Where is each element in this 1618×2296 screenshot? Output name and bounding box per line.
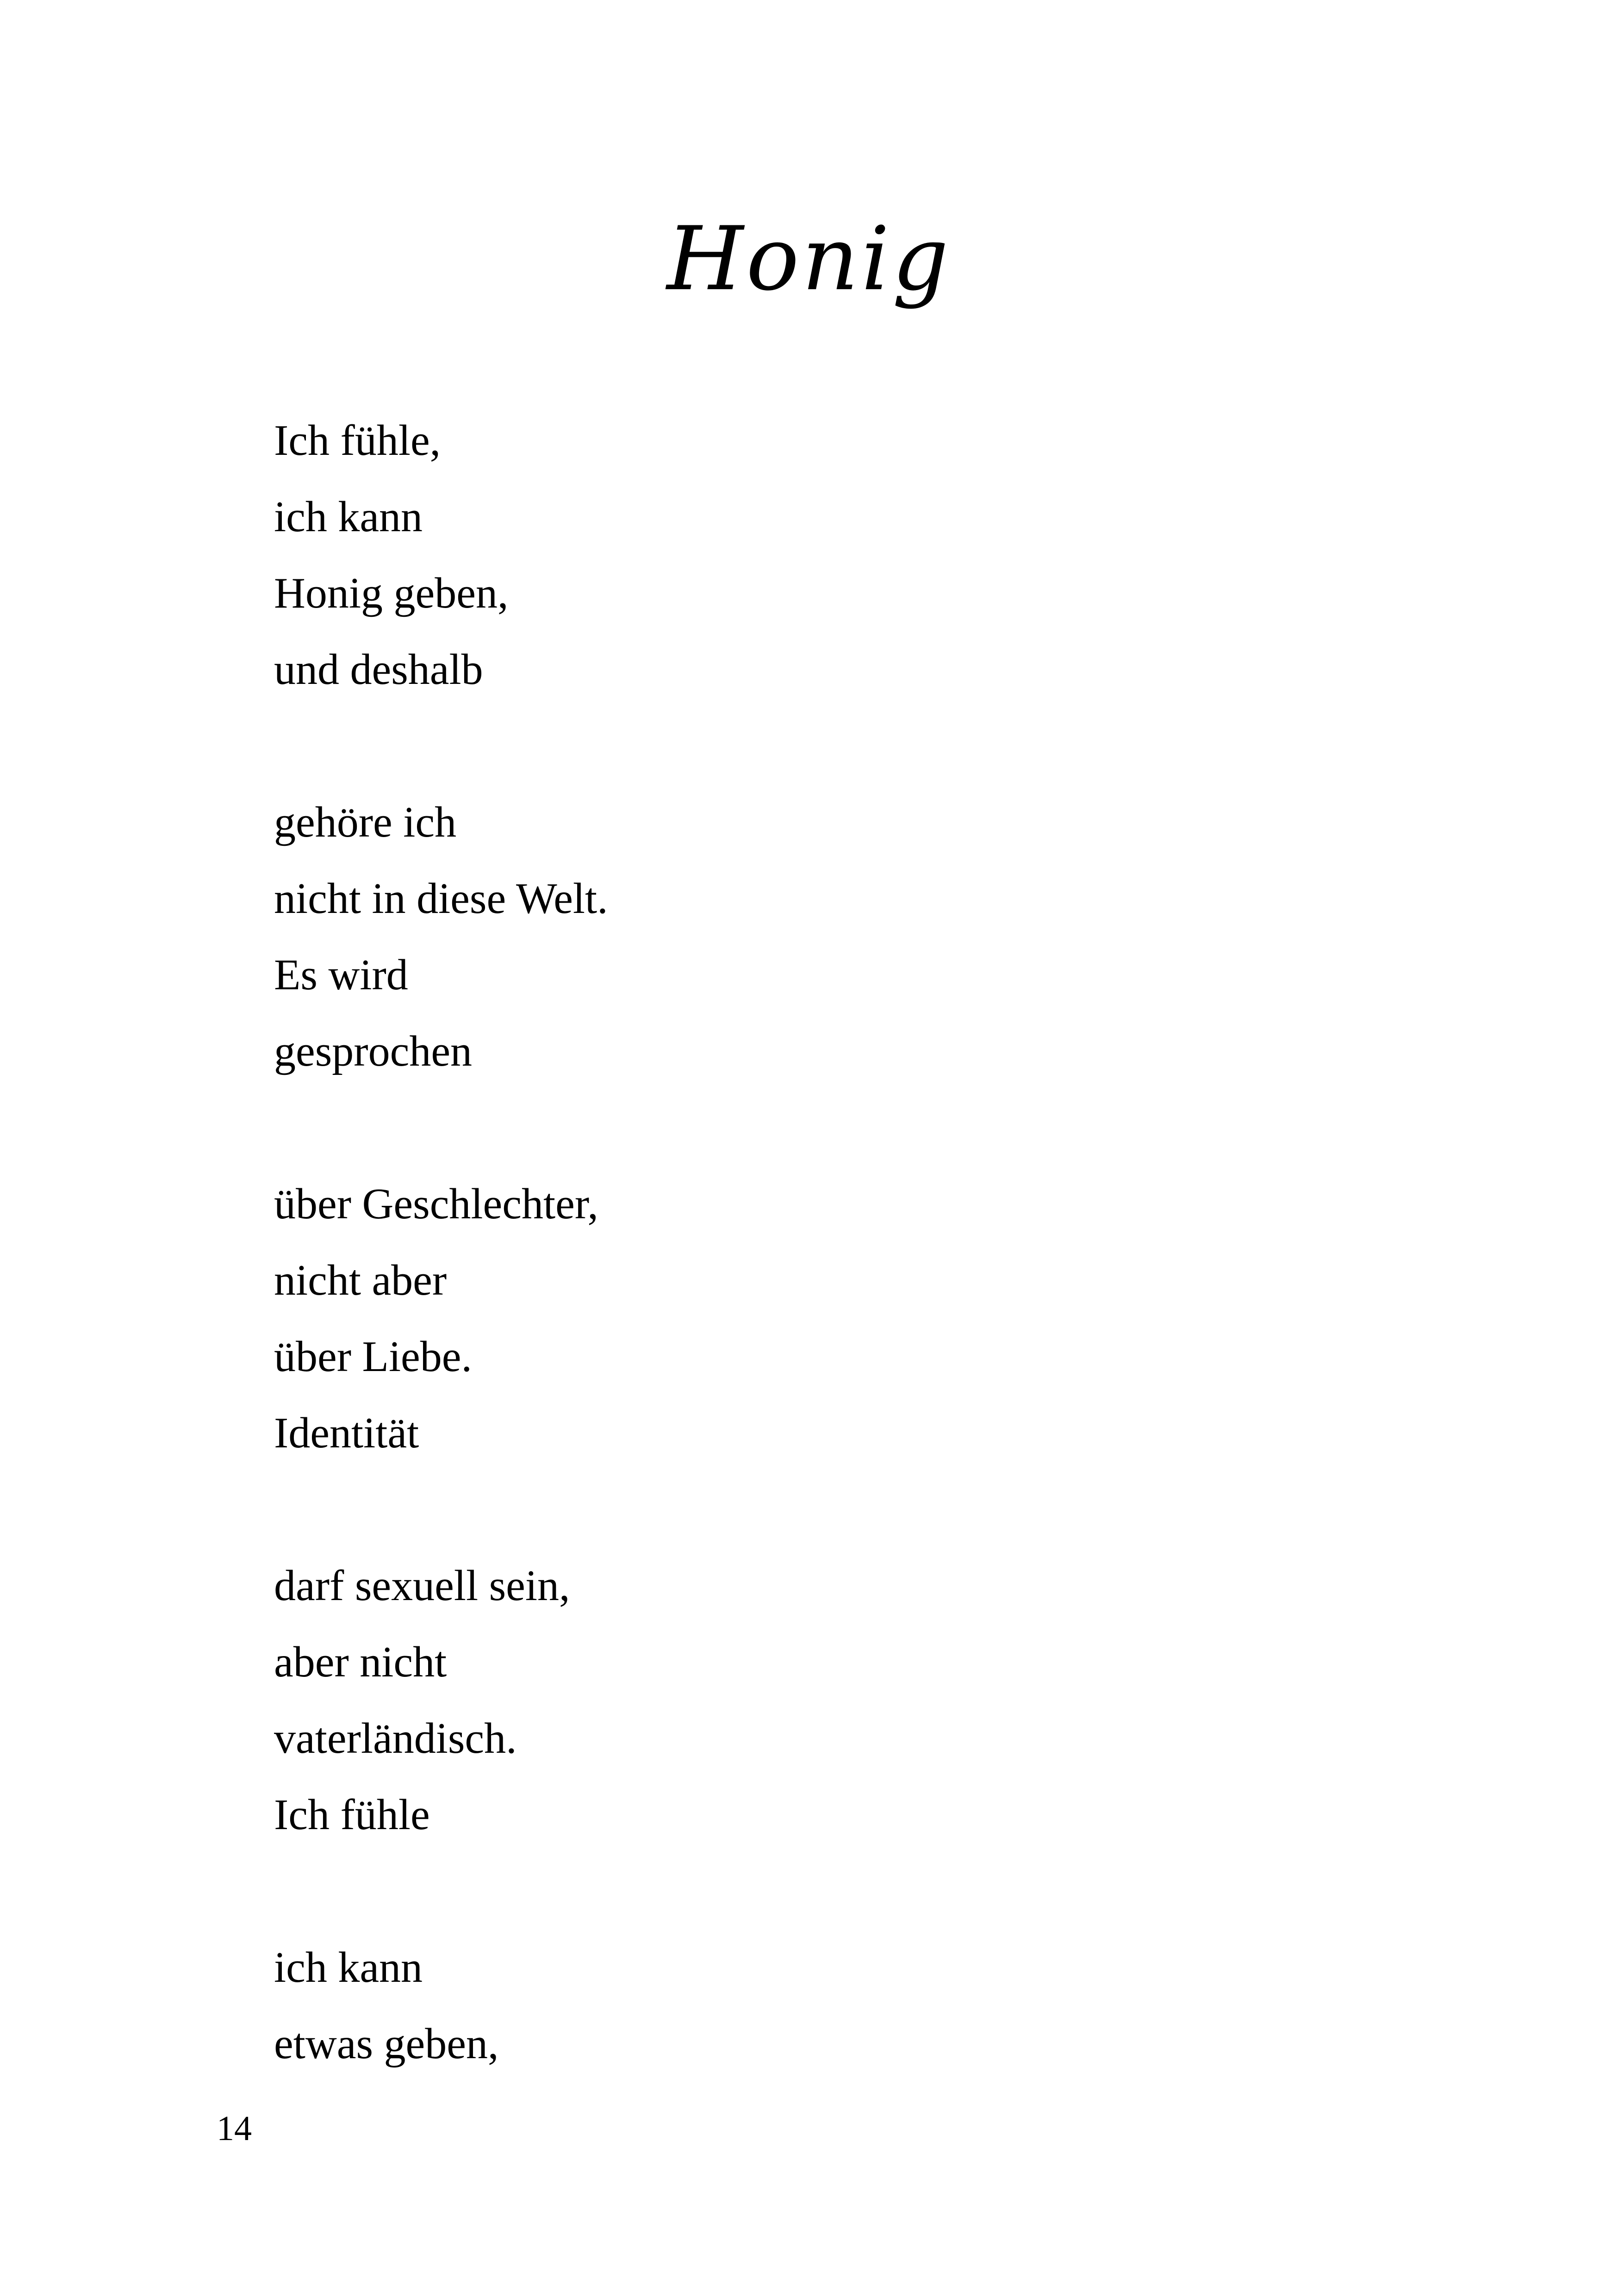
- poem-line: darf sexuell sein,: [274, 1562, 570, 1610]
- poem-line: etwas geben,: [274, 2020, 499, 2068]
- poem-line: Identität: [274, 1409, 419, 1457]
- poem-line: Honig geben,: [274, 569, 509, 617]
- poem-line: Es wird: [274, 951, 408, 999]
- stanza: [274, 1930, 1385, 2082]
- poem-line: über Geschlechter,: [274, 1180, 598, 1228]
- stanza: [274, 1166, 1385, 1471]
- poem-line: vaterländisch.: [274, 1714, 517, 1762]
- poem-line: gehöre ich: [274, 798, 457, 846]
- poem-line: und deshalb: [274, 645, 483, 694]
- stanza: [274, 784, 1385, 1090]
- poem-line: nicht in diese Welt.: [274, 875, 608, 923]
- poem-body: [274, 403, 1385, 2159]
- poem-title: Honig: [666, 208, 952, 310]
- poem-line: Ich fühle,: [274, 416, 441, 465]
- stanza: [274, 1548, 1385, 1853]
- stanza: [274, 403, 1385, 708]
- poem-line: über Liebe.: [274, 1333, 473, 1381]
- poem-line: aber nicht: [274, 1638, 447, 1686]
- poem-line: ich kann: [274, 493, 423, 541]
- poem-line: Ich fühle: [274, 1791, 430, 1839]
- page-number: 14: [217, 2109, 252, 2148]
- poem-line: gesprochen: [274, 1027, 473, 1075]
- poem-line: nicht aber: [274, 1256, 447, 1304]
- poem-line: ich kann: [274, 1943, 423, 1992]
